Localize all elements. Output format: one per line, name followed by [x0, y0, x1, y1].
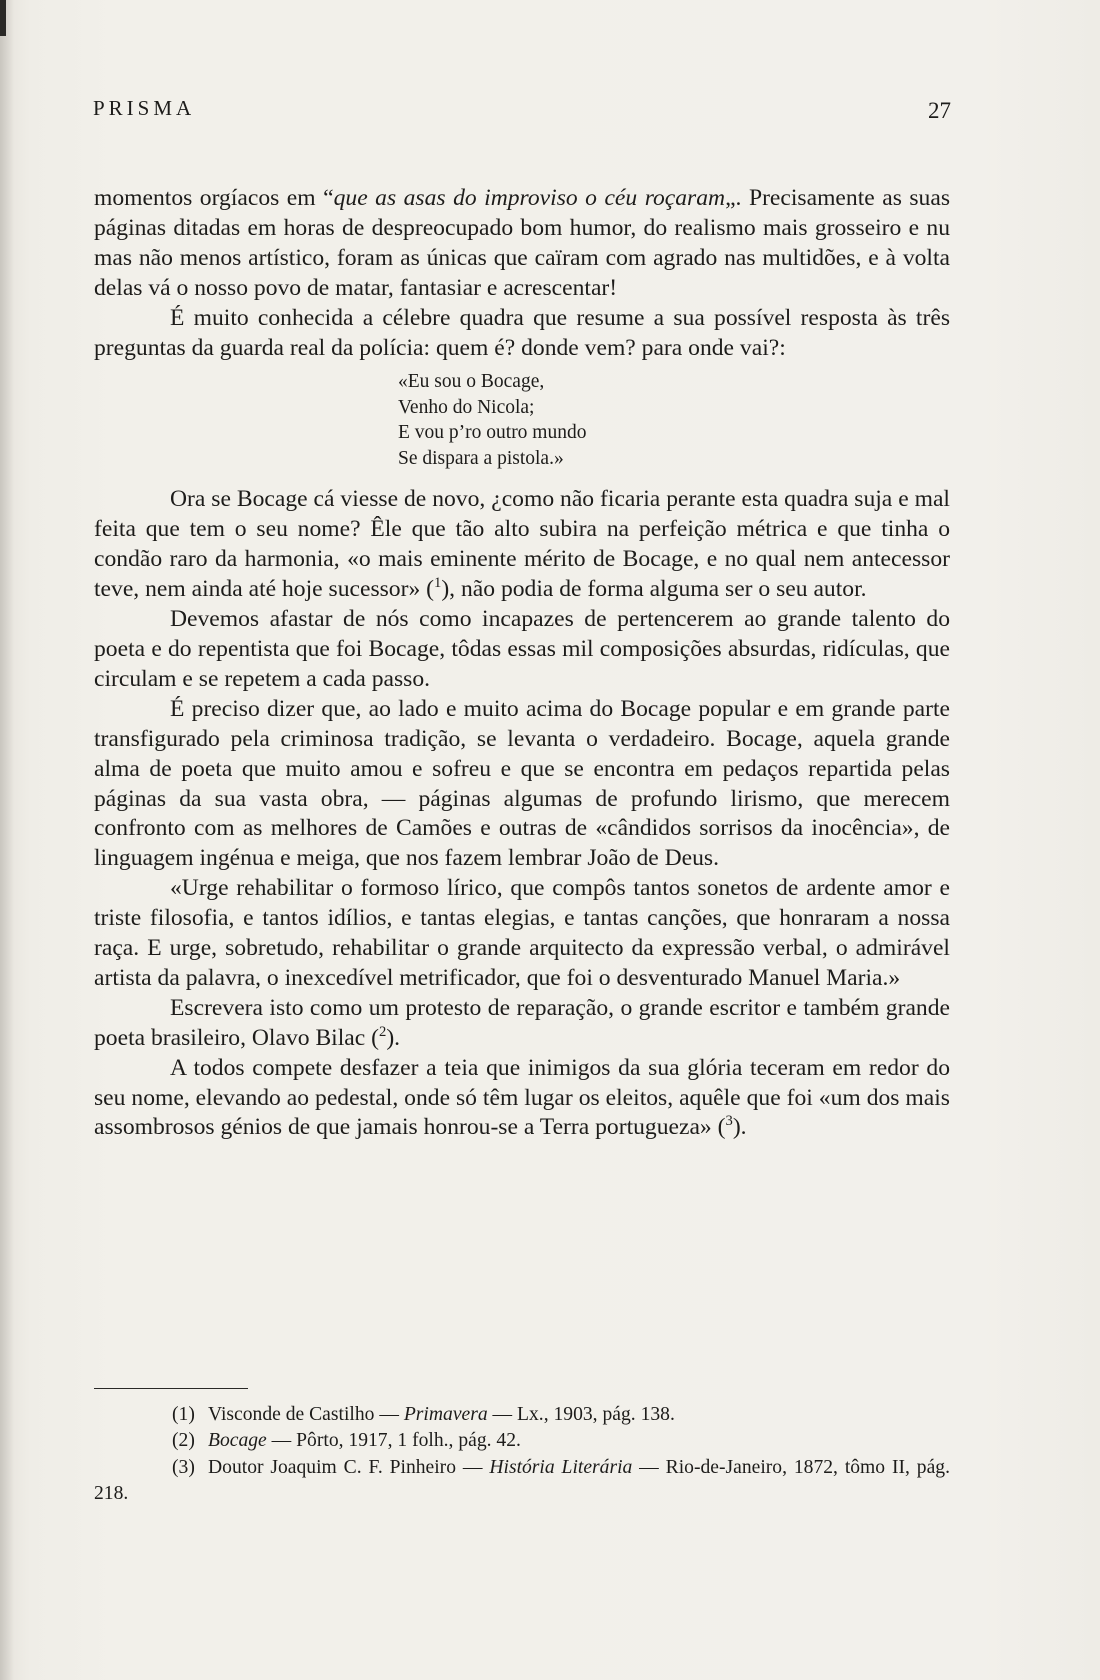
italic-text: História Literária — [489, 1456, 633, 1478]
text-run: — Lx., 1903, pág. 138. — [487, 1404, 675, 1425]
footnote-marker: (3) — [172, 1456, 195, 1478]
text-run: — Rio-de-Janeiro, 1872, tômo II, pág. 218. — [94, 1456, 950, 1504]
footnotes — [94, 1402, 950, 1507]
text-run: Visconde de Castilho — — [208, 1404, 404, 1425]
poem-line: Se dispara a pistola.» — [398, 447, 564, 469]
text-run: ), não podia de forma alguma ser o seu autor. — [441, 576, 867, 603]
text-run: Escrevera isto como um protesto de reparação, o grande escritor e também grande poeta brasileiro, Olavo Bilac ( — [94, 994, 950, 1051]
text-run: Ora se Bocage cá viesse de novo, ¿como não ficaria perante esta quadra suja e mal feita que tem o seu nome? Êle que tão alto subira na perfeição métrica e que tinha o condão raro da harmonia, «o mais eminente mérito de Bocage, e no qual nem antecessor teve, nem ainda até hoje sucessor» ( — [94, 486, 950, 603]
paragraph — [94, 994, 950, 1054]
footnote-marker: (2) — [172, 1430, 195, 1452]
running-head: PRISMA — [93, 96, 196, 120]
poem-line: E vou p’ro outro mundo — [398, 422, 587, 444]
page-number: 27 — [928, 98, 951, 123]
footnote-marker: (1) — [172, 1404, 195, 1425]
text-run: Doutor Joaquim C. F. Pinheiro — — [208, 1456, 490, 1478]
footnote-reference: 3 — [725, 1113, 733, 1130]
text-run: «Urge rehabilitar o formoso lírico, que compôs tantos sonetos de ardente amor e triste filosofia, e tantos idílios, e tantas elegias, e tantas canções, que honraram a nossa raça. E urge, sobretudo, rehabilitar o grande arquitecto da expressão verbal, o admirável artista da palavra, o inexcedível metrificador, que foi o desventurado Manuel Maria.» — [94, 875, 950, 991]
text-run: A todos compete desfazer a teia que inimigos da sua glória teceram em redor do seu nome, elevando ao pedestal, onde só têm lugar os eleitos, aquêle que foi «um dos mais assombrosos génios de que jamais honrou-se a Terra portugueza» ( — [94, 1054, 950, 1141]
footnote-reference: 2 — [379, 1023, 387, 1040]
text-run: ). — [386, 1024, 401, 1051]
footnote — [94, 1402, 950, 1428]
poem-line: «Eu sou o Bocage, — [398, 371, 545, 393]
footnote-reference: 1 — [434, 575, 442, 592]
paragraph — [94, 695, 950, 874]
paragraph — [94, 605, 950, 695]
paragraphs-after-poem — [94, 485, 950, 1143]
footnote-rule — [94, 1388, 248, 1389]
text-run: ). — [732, 1114, 747, 1141]
text-run: É muito conhecida a célebre quadra que resume a sua possível resposta às três preguntas da guarda real da polícia: quem é? donde vem? para onde vai?: — [94, 304, 950, 361]
paragraph — [94, 184, 950, 304]
paragraphs-before-poem — [94, 184, 950, 363]
quatrain — [398, 369, 950, 471]
text-run: É preciso dizer que, ao lado e muito acima do Bocage popular e em grande parte transfigurado pela criminosa tradição, se levanta o verdadeiro. Bocage, aquela grande alma de poeta que muito amou e sofreu e que se encontra em pedaços repartida pelas páginas da sua vasta obra, — páginas algumas de profundo lirismo, que merecem confronto com as melhores de Camões e outras de «cândidos sorrisos da inocência», de linguagem ingénua e meiga, que nos fazem lembrar João de Deus. — [94, 695, 950, 872]
gutter-shadow — [0, 0, 14, 1680]
paragraph — [94, 1054, 950, 1144]
text-run: „. Precisamente as suas páginas ditadas em horas de despreocupado bom humor, do realismo mais grosseiro e nu mas não menos artístico, foram as únicas que caïram com agrado nas multidões, e à volta delas vá o nosso povo de matar, fantasiar e acrescentar! — [94, 185, 950, 301]
footnote — [94, 1455, 950, 1508]
text-run: momentos orgíacos em “ — [94, 185, 334, 211]
italic-text: Bocage — [208, 1430, 267, 1452]
poem-line: Venho do Nicola; — [398, 396, 535, 418]
paragraph — [94, 874, 950, 994]
body-text — [94, 184, 950, 1143]
text-run: Devemos afastar de nós como incapazes de pertencerem ao grande talento do poeta e do repentista que foi Bocage, tôdas essas mil composições absurdas, ridículas, que circulam e se repetem a cada passo. — [94, 606, 950, 692]
footnote — [94, 1428, 950, 1454]
italic-text: Primavera — [403, 1404, 488, 1425]
text-run: — Pôrto, 1917, 1 folh., pág. 42. — [266, 1430, 521, 1452]
paragraph — [94, 485, 950, 605]
italic-text: que as asas do improviso o céu roçaram — [333, 185, 726, 211]
paragraph — [94, 304, 950, 364]
corner-mark — [0, 0, 6, 36]
